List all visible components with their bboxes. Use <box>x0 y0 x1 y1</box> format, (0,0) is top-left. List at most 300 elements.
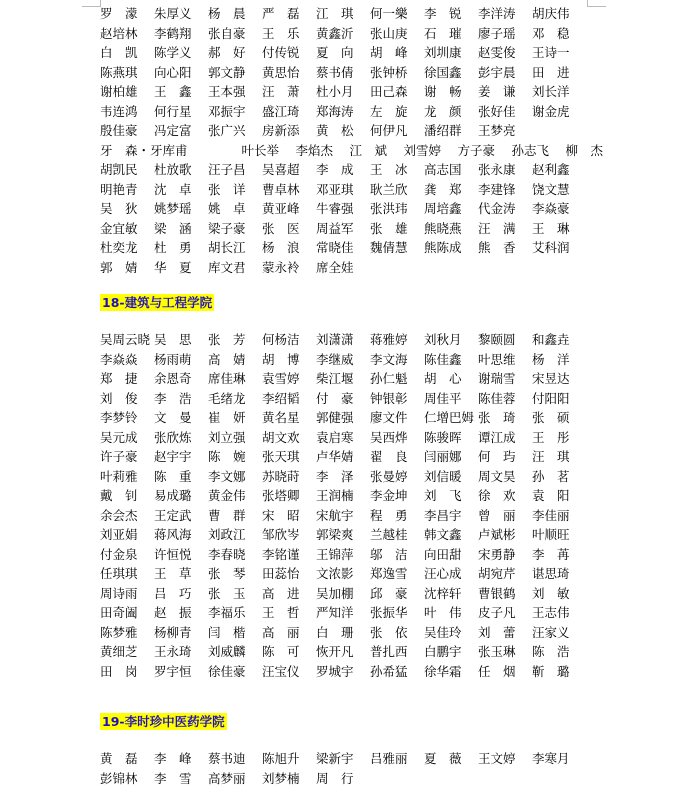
student-name: 刘 俊 <box>100 390 138 406</box>
student-name: 严 磊 <box>262 6 300 21</box>
student-name: 吴西烨 <box>370 429 408 445</box>
student-name: 徐华霜 <box>424 663 462 679</box>
section-19-name-list <box>100 749 600 788</box>
student-name: 刘 蕾 <box>478 624 516 640</box>
student-name: 张永康 <box>478 162 516 177</box>
student-name: 龚 郑 <box>424 181 462 197</box>
student-name: 和鑫垚 <box>532 332 570 347</box>
student-name: 汪 满 <box>478 220 516 236</box>
student-name: 赵培林 <box>100 25 138 41</box>
student-name: 毛绪龙 <box>208 390 246 406</box>
student-name: 严知洋 <box>316 605 354 620</box>
student-name: 艾科润 <box>532 240 570 255</box>
name-row <box>100 160 600 180</box>
student-name: 刘威麟 <box>208 644 246 659</box>
student-name: 陈佳鑫 <box>424 351 462 367</box>
student-name: 付金泉 <box>100 546 138 562</box>
student-name: 耿兰欣 <box>370 181 408 197</box>
name-row <box>100 4 600 24</box>
student-name: 曹银鹤 <box>478 585 516 601</box>
student-name: 杜小月 <box>316 84 354 99</box>
name-row <box>100 486 600 506</box>
student-name: 吴喜超 <box>262 162 300 177</box>
student-name: 许子豪 <box>100 449 138 464</box>
student-name: 汪 萧 <box>262 84 300 99</box>
student-name: 叶长举 <box>241 142 280 158</box>
student-name: 王 乐 <box>262 25 300 41</box>
student-name: 方子豪 <box>457 142 496 158</box>
student-name: 余恩奇 <box>154 371 192 386</box>
student-name: 周诗雨 <box>100 585 138 601</box>
name-row <box>100 603 600 623</box>
student-name: 郑海涛 <box>316 103 354 119</box>
student-name: 张欣炼 <box>154 429 192 445</box>
student-name: 饶文慧 <box>532 181 570 197</box>
student-name: 张振华 <box>370 605 408 620</box>
student-name: 白 珊 <box>316 624 354 640</box>
student-name: 张 依 <box>370 624 408 640</box>
student-name: 曹卓林 <box>262 181 300 197</box>
student-name: 何杨洁 <box>262 332 300 347</box>
student-name: 谢金虎 <box>532 103 570 119</box>
student-name: 李洋涛 <box>478 6 516 21</box>
student-name: 熊 香 <box>478 240 516 255</box>
student-name: 廖子瑶 <box>478 25 516 41</box>
student-name: 黄亚峰 <box>262 201 300 216</box>
student-name: 吕 巧 <box>154 585 192 601</box>
student-name: 李 成 <box>316 162 354 177</box>
name-row <box>100 749 600 769</box>
student-name: 杜 勇 <box>154 240 192 255</box>
student-name <box>188 141 242 161</box>
name-row <box>100 642 600 662</box>
student-name: 黄名星 <box>262 410 300 425</box>
student-name: 胡 峰 <box>370 45 408 60</box>
student-name: 杜奕龙 <box>100 240 138 255</box>
student-name: 白 凯 <box>100 45 138 60</box>
student-name: 普扎西 <box>370 644 408 659</box>
name-row <box>100 623 600 643</box>
student-name: 陈 重 <box>154 468 192 484</box>
student-name: 翟 良 <box>370 449 408 464</box>
student-name: 田 进 <box>532 64 570 80</box>
student-name: 吴 狄 <box>100 201 138 216</box>
student-name: 郑逸雪 <box>370 566 408 581</box>
student-name: 刘潇潇 <box>316 332 354 347</box>
student-name: 杨 晨 <box>208 6 246 21</box>
student-name: 张 医 <box>262 220 300 236</box>
student-name: 陈梦雅 <box>100 624 138 640</box>
student-name: 靳 璐 <box>532 663 570 679</box>
student-name: 梁新宇 <box>316 751 354 766</box>
student-name: 张曼婷 <box>370 468 408 484</box>
student-name: 李铭谨 <box>262 546 300 562</box>
student-name: 朱厚义 <box>154 6 192 21</box>
student-name: 张自豪 <box>208 25 246 41</box>
student-name: 李鹤翔 <box>154 25 192 41</box>
student-name: 王定武 <box>154 507 192 523</box>
student-name: 张 玉 <box>208 585 246 601</box>
student-name: 吴周云晓 <box>100 332 151 347</box>
student-name: 张 详 <box>208 181 246 197</box>
student-name: 刘信暖 <box>424 468 462 484</box>
student-name: 周文昊 <box>478 468 516 484</box>
student-name: 白鹏宇 <box>424 644 462 659</box>
student-name: 邬 洁 <box>370 546 408 562</box>
student-name: 李焱焱 <box>100 351 138 367</box>
student-name: 付阳阳 <box>532 390 570 406</box>
student-name: 许恒悦 <box>154 546 192 562</box>
student-name: 付传锐 <box>262 45 300 60</box>
student-name: 邱 豪 <box>370 585 408 601</box>
student-name: 谢瑞雪 <box>478 371 516 386</box>
student-name: 胡宛芹 <box>478 566 516 581</box>
name-row <box>100 545 600 565</box>
name-row <box>100 82 600 102</box>
name-row <box>100 121 600 141</box>
student-name: 王永琦 <box>154 644 192 659</box>
student-name: 仁增巴姆 <box>424 410 475 425</box>
student-name: 孙 茗 <box>532 468 570 484</box>
student-name: 李 泽 <box>316 468 354 484</box>
student-name: 曹 群 <box>208 507 246 523</box>
student-name: 何伊凡 <box>370 123 408 138</box>
student-name: 张好佳 <box>478 103 516 119</box>
student-name: 王诗一 <box>532 45 570 60</box>
student-name: 柳 杰 <box>565 142 604 158</box>
student-name: 谢 畅 <box>424 84 462 99</box>
name-row <box>100 369 600 389</box>
student-name: 陈燕琪 <box>100 64 138 80</box>
student-name: 李文海 <box>370 351 408 367</box>
student-name: 罗宇恒 <box>154 663 192 679</box>
name-row <box>100 350 600 370</box>
student-name: 高 婧 <box>208 351 246 367</box>
student-name: 闫丽娜 <box>424 449 462 464</box>
student-name: 陈佳蓉 <box>478 390 516 406</box>
student-name: 谌思琦 <box>532 566 570 581</box>
student-name: 郝 好 <box>208 45 246 60</box>
student-name: 汪家义 <box>532 624 570 640</box>
name-row <box>100 506 600 526</box>
student-name: 徐佳豪 <box>208 663 246 679</box>
student-name: 石 璀 <box>424 25 462 41</box>
student-name: 冯定富 <box>154 123 192 138</box>
student-name: 李继威 <box>316 351 354 367</box>
student-name: 蒋雅婷 <box>370 332 408 347</box>
section-18-name-list <box>100 330 600 681</box>
student-name: 宋 昭 <box>262 507 300 523</box>
student-name: 周培鑫 <box>424 201 462 216</box>
student-name: 刘亚娟 <box>100 527 138 542</box>
section-17-name-list <box>100 4 604 277</box>
student-name: 蒋风海 <box>154 527 192 542</box>
student-name: 潘绍群 <box>424 123 462 138</box>
student-name: 赵 振 <box>154 605 192 620</box>
student-name: 何 玙 <box>478 449 516 464</box>
student-name: 席全娃 <box>316 259 354 275</box>
student-name: 邓亚琪 <box>316 181 354 197</box>
student-name: 黄细芝 <box>100 644 138 659</box>
student-name: 刘长洋 <box>532 84 570 99</box>
student-name: 李文娜 <box>208 468 246 484</box>
student-name: 郭文静 <box>208 64 246 80</box>
student-name: 蒙永袊 <box>262 259 300 275</box>
student-name: 吴元成 <box>100 429 138 445</box>
student-name: 苏晓莳 <box>262 468 300 484</box>
student-name: 姚 卓 <box>208 201 246 216</box>
student-name: 江 斌 <box>349 142 388 158</box>
name-row <box>100 180 600 200</box>
student-name: 崔 妍 <box>208 410 246 425</box>
student-name: 闫 楷 <box>208 624 246 640</box>
student-name: 李绍韬 <box>262 390 300 406</box>
student-name: 付 豪 <box>316 390 354 406</box>
student-name: 郑 捷 <box>100 371 138 386</box>
name-row <box>100 24 600 44</box>
student-name: 何行星 <box>154 103 192 119</box>
student-name: 叶思维 <box>478 351 516 367</box>
student-name: 汪心成 <box>424 566 462 581</box>
student-name: 盛江琦 <box>262 103 300 119</box>
student-name: 赵雯俊 <box>478 45 516 60</box>
student-name: 张 芳 <box>208 332 246 347</box>
student-name: 周益军 <box>316 220 354 236</box>
student-name: 姚梦瑶 <box>154 201 192 216</box>
student-name: 刘秋月 <box>424 332 462 347</box>
student-name: 彭宇晨 <box>478 64 516 80</box>
student-name: 王 琳 <box>532 220 570 236</box>
student-name: 刘立强 <box>208 429 246 445</box>
student-name: 张 硕 <box>532 410 570 425</box>
student-name: 沈 卓 <box>154 181 192 197</box>
student-name: 田奇阖 <box>100 605 138 620</box>
student-name: 蔡书迪 <box>208 751 246 766</box>
student-name: 袁启寒 <box>316 429 354 445</box>
student-name: 胡庆伟 <box>532 6 570 21</box>
student-name: 库文君 <box>208 259 246 275</box>
student-name: 黄 松 <box>316 123 354 138</box>
student-name: 李佳丽 <box>532 507 570 523</box>
student-name: 李 锐 <box>424 6 462 21</box>
student-name: 向田甜 <box>424 546 462 562</box>
student-name: 赵利鑫 <box>532 162 570 177</box>
student-name: 田蕊怡 <box>262 566 300 581</box>
student-name: 胡凯民 <box>100 162 138 177</box>
student-name: 程 勇 <box>370 507 408 523</box>
student-name: 杨雨萌 <box>154 351 192 367</box>
name-row <box>100 102 600 122</box>
student-name: 李 苒 <box>532 546 570 562</box>
name-row <box>100 408 600 428</box>
student-name: 徐 欢 <box>478 488 516 503</box>
student-name: 胡长江 <box>208 240 246 255</box>
student-name: 李焰杰 <box>295 142 334 158</box>
student-name: 吴佳玲 <box>424 624 462 640</box>
student-name: 李昌宇 <box>424 507 462 523</box>
student-name: 龙 颜 <box>424 103 462 119</box>
student-name: 文浓影 <box>316 566 354 581</box>
student-name: 明艳青 <box>100 181 138 197</box>
student-name: 宋航宇 <box>316 507 354 523</box>
student-name: 宋勇静 <box>478 546 516 562</box>
page-corner-mark-left <box>82 0 101 7</box>
student-name: 黄鑫沂 <box>316 25 354 41</box>
student-name: 廖文件 <box>370 410 408 425</box>
student-name: 罗 濛 <box>100 6 138 21</box>
student-name: 任琪琪 <box>100 566 138 581</box>
student-name: 向心阳 <box>154 64 192 80</box>
student-name: 汪 琪 <box>532 449 570 464</box>
student-name: 左 旋 <box>370 103 408 119</box>
student-name: 沈梓轩 <box>424 585 462 601</box>
student-name: 韩文鑫 <box>424 527 462 542</box>
student-name: 刘 敏 <box>532 585 570 601</box>
name-row <box>100 141 604 161</box>
student-name: 叶莉雅 <box>100 468 138 484</box>
student-name: 代金涛 <box>478 201 516 216</box>
student-name: 王 彤 <box>532 429 570 445</box>
student-name: 张山庚 <box>370 25 408 41</box>
student-name: 黄 磊 <box>100 751 138 766</box>
name-row <box>100 428 600 448</box>
student-name: 孙仁魁 <box>370 371 408 386</box>
student-name: 王 哲 <box>262 605 300 620</box>
section-19-heading: 19-李时珍中医药学院 <box>102 714 225 729</box>
student-name: 李建锋 <box>478 181 516 197</box>
student-name: 牙 森・牙库甫 <box>100 142 188 158</box>
student-name: 任 烟 <box>478 663 516 679</box>
student-name: 徐国鑫 <box>424 64 462 80</box>
student-name: 高志国 <box>424 162 462 177</box>
student-name: 熊晓燕 <box>424 220 462 236</box>
student-name: 吴 思 <box>154 332 192 347</box>
student-name: 黎颐圆 <box>478 332 516 347</box>
student-name: 刘政江 <box>208 527 246 542</box>
student-name: 李焱豪 <box>532 201 570 216</box>
student-name: 韦连鸿 <box>100 103 138 119</box>
student-name: 刘梦楠 <box>262 770 300 786</box>
student-name: 高 进 <box>262 585 300 601</box>
name-row <box>100 662 600 682</box>
student-name: 叶 伟 <box>424 605 462 620</box>
name-row <box>100 447 600 467</box>
student-name: 牛睿强 <box>316 201 354 216</box>
student-name: 姜 谦 <box>478 84 516 99</box>
student-name: 王锦萍 <box>316 546 354 562</box>
student-name: 王润楠 <box>316 488 354 503</box>
name-row <box>100 564 600 584</box>
student-name: 张塔卿 <box>262 488 300 503</box>
student-name: 汪宝仪 <box>262 663 300 679</box>
student-name: 曾 丽 <box>478 507 516 523</box>
student-name: 张广兴 <box>208 123 246 138</box>
student-name: 刘雪婷 <box>403 142 442 158</box>
student-name: 恢开凡 <box>316 644 354 659</box>
student-name: 汪子昌 <box>208 162 246 177</box>
student-name: 宋昱达 <box>532 371 570 386</box>
student-name: 王志伟 <box>532 605 570 620</box>
student-name: 夏 薇 <box>424 751 462 766</box>
name-row <box>100 584 600 604</box>
student-name: 陈 浩 <box>532 644 570 659</box>
student-name: 梁 涵 <box>154 220 192 236</box>
student-name: 陈学义 <box>154 45 192 60</box>
name-row <box>100 238 600 258</box>
student-name: 郭 婧 <box>100 259 138 275</box>
student-name: 张钟桥 <box>370 64 408 80</box>
student-name: 孙希猛 <box>370 663 408 679</box>
student-name: 皮子凡 <box>478 605 516 620</box>
student-name: 李 峰 <box>154 751 192 766</box>
student-name: 杨柳青 <box>154 624 192 640</box>
name-row <box>100 769 600 789</box>
student-name: 江 琪 <box>316 6 354 21</box>
student-name: 周 行 <box>316 770 354 786</box>
student-name: 田己森 <box>370 84 408 99</box>
student-name: 蔡书倩 <box>316 64 354 80</box>
student-name: 张 雄 <box>370 220 408 236</box>
student-name: 张 琴 <box>208 566 246 581</box>
student-name: 杨 浪 <box>262 240 300 255</box>
student-name: 王本强 <box>208 84 246 99</box>
student-name: 李寒月 <box>532 751 570 766</box>
student-name: 王 鑫 <box>154 84 192 99</box>
student-name: 孙志飞 <box>511 142 550 158</box>
student-name: 夏 向 <box>316 45 354 60</box>
student-name: 熊陈成 <box>424 240 462 255</box>
student-name: 卢华婧 <box>316 449 354 464</box>
student-name: 卢斌彬 <box>478 527 516 542</box>
student-name: 吴加棚 <box>316 585 354 601</box>
student-name: 王 草 <box>154 566 192 581</box>
student-name: 谭江成 <box>478 429 516 445</box>
student-name: 刘圳康 <box>424 45 462 60</box>
student-name: 梁子豪 <box>208 220 246 236</box>
student-name: 胡文欢 <box>262 429 300 445</box>
student-name: 柴江堰 <box>316 371 354 386</box>
student-name: 郭梁爽 <box>316 527 354 542</box>
student-name: 李 雪 <box>154 770 192 786</box>
student-name: 常晓佳 <box>316 240 354 255</box>
student-name: 田 岗 <box>100 663 138 679</box>
name-row <box>100 525 600 545</box>
student-name: 金宜敏 <box>100 220 138 236</box>
student-name: 郭健强 <box>316 410 354 425</box>
student-name: 胡 博 <box>262 351 300 367</box>
student-name: 李梦铃 <box>100 410 138 425</box>
student-name: 易成璐 <box>154 488 192 503</box>
student-name: 陈骏晖 <box>424 429 462 445</box>
student-name: 李春晓 <box>208 546 246 562</box>
name-row <box>100 43 600 63</box>
student-name: 文 曼 <box>154 410 192 425</box>
name-row <box>100 389 600 409</box>
student-name: 李 浩 <box>154 390 192 406</box>
student-name: 吕雅丽 <box>370 751 408 766</box>
student-name: 周佳平 <box>424 390 462 406</box>
student-name: 张洪玮 <box>370 201 408 216</box>
student-name: 胡 心 <box>424 371 462 386</box>
student-name: 高梦丽 <box>208 770 246 786</box>
student-name: 赵宇宇 <box>154 449 192 464</box>
student-name: 陈 婉 <box>208 449 246 464</box>
student-name: 余会杰 <box>100 507 138 523</box>
student-name: 钟银彰 <box>370 390 408 406</box>
student-name: 黄金伟 <box>208 488 246 503</box>
student-name: 杜放歌 <box>154 162 192 177</box>
student-name: 袁雪婷 <box>262 371 300 386</box>
